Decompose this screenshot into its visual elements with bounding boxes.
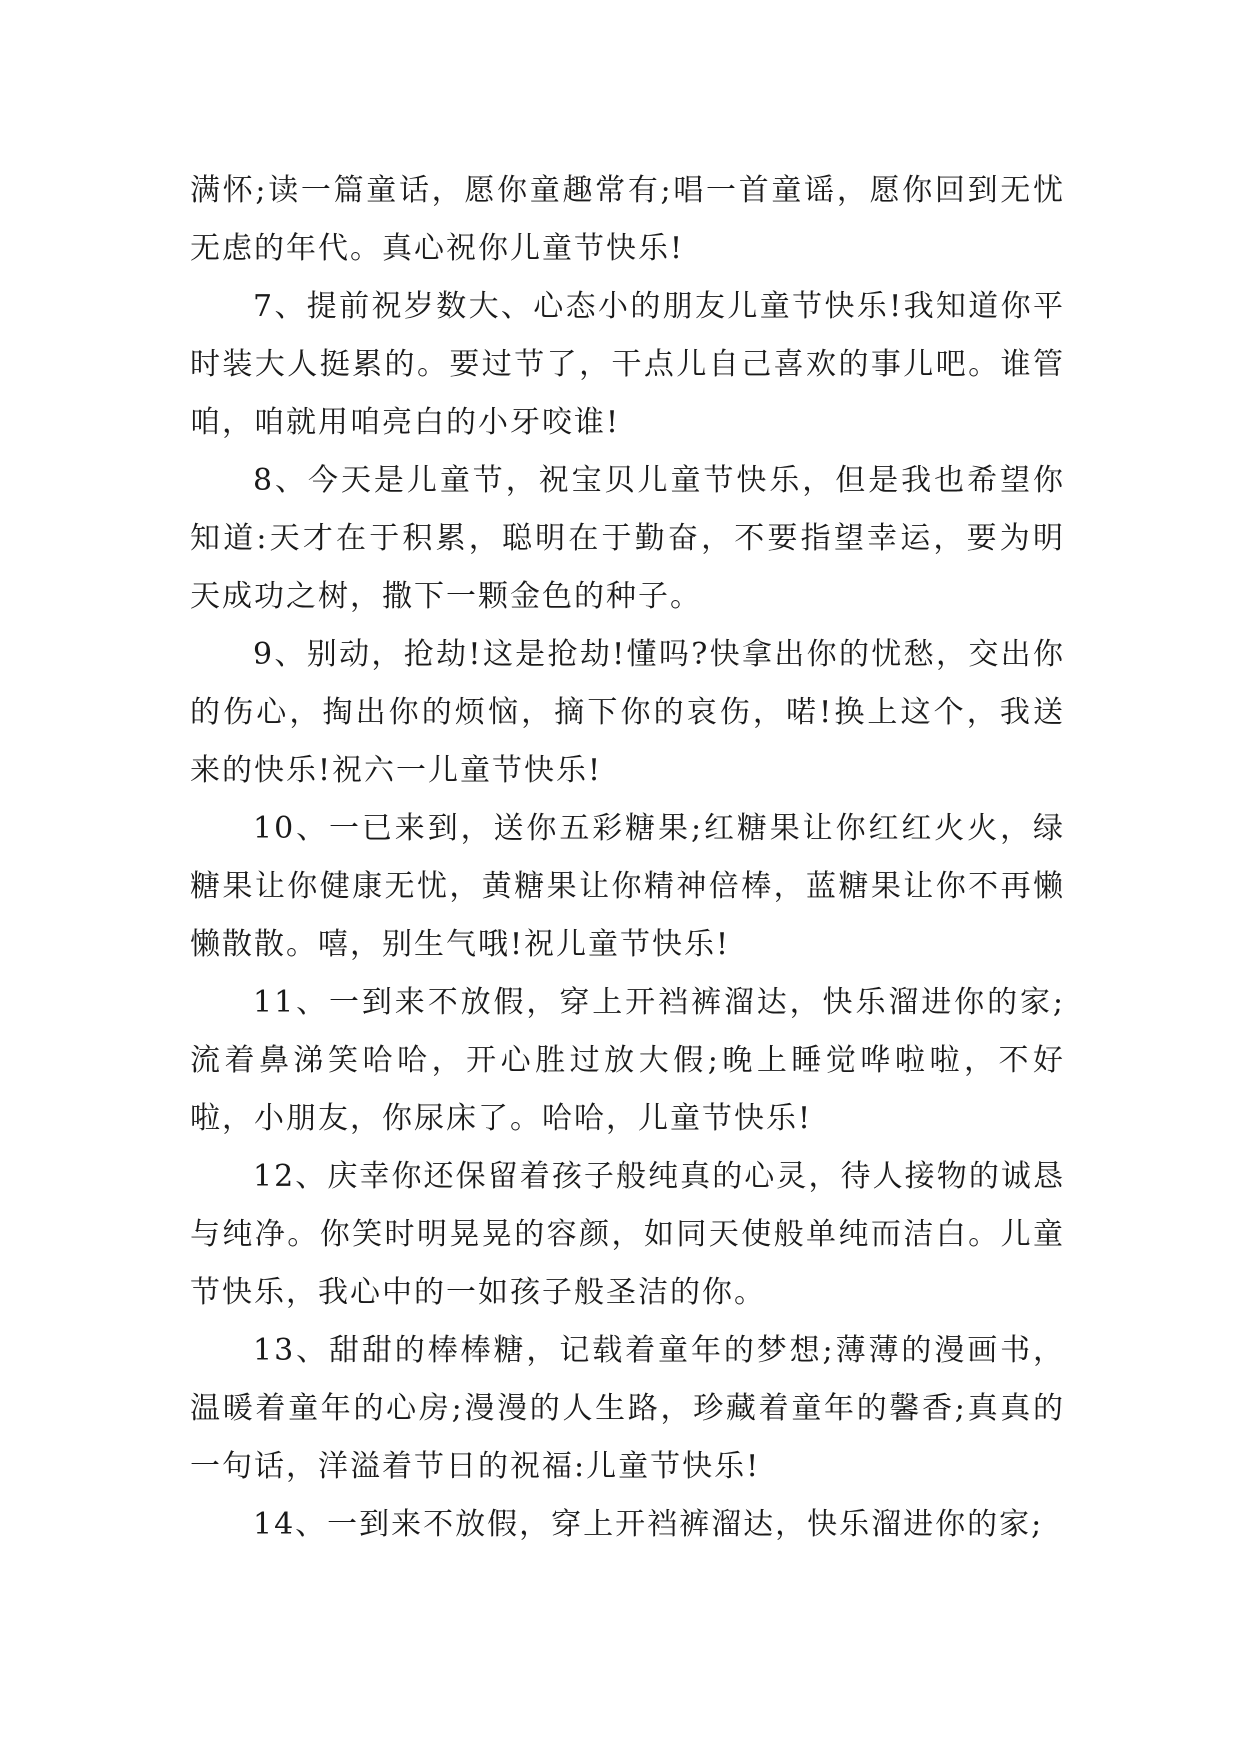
document-body xyxy=(190,162,1065,1554)
paragraph-10: 10、一已来到，送你五彩糖果;红糖果让你红红火火，绿糖果让你健康无忧，黄糖果让你精神倍棒，蓝糖果让你不再懒懒散散。嘻，别生气哦!祝儿童节快乐! xyxy=(190,811,1065,962)
paragraph-9: 9、别动，抢劫!这是抢劫!懂吗?快拿出你的忧愁，交出你的伤心，掏出你的烦恼，摘下你的哀伤，喏!换上这个，我送来的快乐!祝六一儿童节快乐! xyxy=(190,637,1065,788)
paragraph-14: 14、一到来不放假，穿上开裆裤溜达，快乐溜进你的家; xyxy=(253,1507,1044,1542)
paragraph-12: 12、庆幸你还保留着孩子般纯真的心灵，待人接物的诚恳与纯净。你笑时明晃晃的容颜，如同天使般单纯而洁白。儿童节快乐，我心中的一如孩子般圣洁的你。 xyxy=(190,1159,1065,1310)
paragraph-8: 8、今天是儿童节，祝宝贝儿童节快乐，但是我也希望你知道:天才在于积累，聪明在于勤奋，不要指望幸运，要为明天成功之树，撒下一颗金色的种子。 xyxy=(190,463,1065,614)
paragraph-11: 11、一到来不放假，穿上开裆裤溜达，快乐溜进你的家;流着鼻涕笑哈哈，开心胜过放大假;晚上睡觉哗啦啦，不好啦，小朋友，你尿床了。哈哈，儿童节快乐! xyxy=(190,985,1065,1136)
paragraph-7: 7、提前祝岁数大、心态小的朋友儿童节快乐!我知道你平时装大人挺累的。要过节了，干点儿自己喜欢的事儿吧。谁管咱，咱就用咱亮白的小牙咬谁! xyxy=(190,289,1065,440)
paragraph-continuation: 满怀;读一篇童话，愿你童趣常有;唱一首童谣，愿你回到无忧无虑的年代。真心祝你儿童节快乐! xyxy=(190,173,1065,266)
paragraph-13: 13、甜甜的棒棒糖，记载着童年的梦想;薄薄的漫画书，温暖着童年的心房;漫漫的人生路，珍藏着童年的馨香;真真的一句话，洋溢着节日的祝福:儿童节快乐! xyxy=(190,1333,1065,1484)
